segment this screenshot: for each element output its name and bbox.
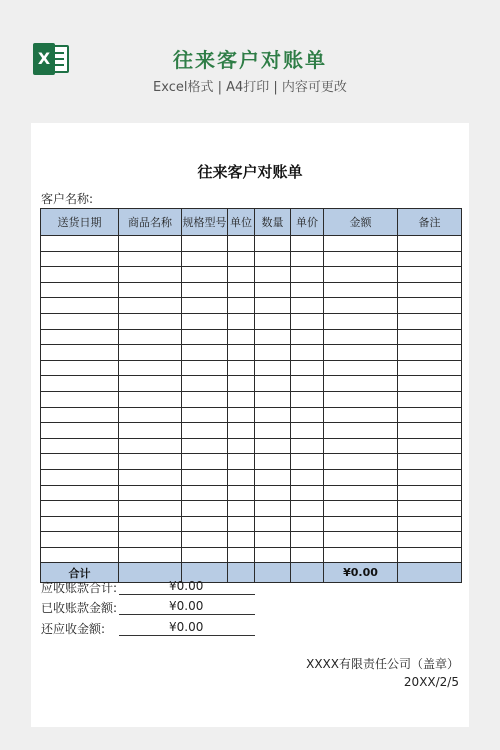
table-row — [41, 345, 462, 361]
table-cell — [255, 236, 291, 252]
table-cell — [398, 407, 462, 423]
table-cell — [182, 407, 228, 423]
table-cell — [119, 547, 182, 563]
table-row — [41, 423, 462, 439]
table-row — [41, 251, 462, 267]
table-cell — [228, 423, 255, 439]
table-header-row — [41, 209, 462, 236]
table-cell — [291, 563, 324, 583]
table-row — [41, 267, 462, 283]
table-cell — [255, 298, 291, 314]
table-cell — [119, 313, 182, 329]
table-cell — [228, 438, 255, 454]
table-cell — [291, 532, 324, 548]
table-cell — [119, 532, 182, 548]
table-cell — [228, 360, 255, 376]
table-cell — [228, 298, 255, 314]
table-cell — [228, 313, 255, 329]
table-cell — [324, 251, 398, 267]
table-cell — [182, 516, 228, 532]
table-cell — [255, 345, 291, 361]
table-cell — [41, 547, 119, 563]
total-label: 合计 — [41, 563, 119, 583]
table-cell — [291, 360, 324, 376]
table-cell — [41, 423, 119, 439]
summary-underline — [119, 594, 255, 595]
table-row — [41, 236, 462, 252]
document-title: 往来客户对账单 — [197, 163, 303, 181]
table-row — [41, 391, 462, 407]
column-header: 单价 — [291, 209, 324, 236]
table-cell — [398, 267, 462, 283]
table-cell — [119, 251, 182, 267]
table-cell — [398, 391, 462, 407]
table-cell — [119, 282, 182, 298]
table-row — [41, 469, 462, 485]
table-cell — [324, 267, 398, 283]
table-cell — [182, 376, 228, 392]
table-cell — [228, 485, 255, 501]
table-cell — [228, 267, 255, 283]
table-cell — [255, 267, 291, 283]
table-cell — [41, 251, 119, 267]
table-cell — [398, 282, 462, 298]
table-cell — [255, 251, 291, 267]
table-cell — [398, 236, 462, 252]
table-cell — [255, 532, 291, 548]
table-row — [41, 360, 462, 376]
table-cell — [398, 532, 462, 548]
table-cell — [119, 236, 182, 252]
table-cell — [228, 516, 255, 532]
table-cell — [119, 485, 182, 501]
table-cell — [255, 282, 291, 298]
table-cell — [182, 345, 228, 361]
summary-label: 还应收金额: — [41, 622, 106, 636]
table-cell — [398, 547, 462, 563]
table-cell — [41, 313, 119, 329]
table-cell — [41, 376, 119, 392]
table-cell — [398, 516, 462, 532]
table-cell — [228, 469, 255, 485]
table-cell — [182, 251, 228, 267]
table-cell — [41, 438, 119, 454]
column-header: 规格型号 — [182, 209, 228, 236]
table-cell — [119, 345, 182, 361]
table-cell — [182, 282, 228, 298]
table-row — [41, 313, 462, 329]
summary-received-amount — [41, 599, 261, 617]
table-cell — [255, 438, 291, 454]
table-cell — [228, 407, 255, 423]
summary-value: ¥0.00 — [169, 599, 204, 613]
summary-value: ¥0.00 — [169, 620, 204, 634]
table-cell — [398, 485, 462, 501]
summary-value: ¥0.00 — [169, 579, 204, 593]
table-cell — [182, 423, 228, 439]
table-cell — [291, 376, 324, 392]
table-cell — [324, 329, 398, 345]
table-cell — [255, 329, 291, 345]
table-cell — [182, 485, 228, 501]
table-cell — [119, 407, 182, 423]
table-cell — [291, 298, 324, 314]
summary-label: 应收账款合计: — [41, 581, 118, 595]
table-cell — [291, 485, 324, 501]
table-cell — [255, 360, 291, 376]
table-cell — [291, 454, 324, 470]
table-cell — [228, 391, 255, 407]
page-header — [0, 0, 500, 110]
table-cell — [182, 547, 228, 563]
column-header: 备注 — [398, 209, 462, 236]
table-cell — [182, 469, 228, 485]
table-cell — [41, 391, 119, 407]
column-header: 单位 — [228, 209, 255, 236]
table-row — [41, 438, 462, 454]
table-cell — [291, 547, 324, 563]
table-cell — [182, 360, 228, 376]
column-header: 数量 — [255, 209, 291, 236]
table-cell — [228, 501, 255, 517]
table-row — [41, 532, 462, 548]
table-cell — [182, 501, 228, 517]
table-row — [41, 407, 462, 423]
table-cell — [398, 345, 462, 361]
table-cell — [182, 236, 228, 252]
table-cell — [324, 501, 398, 517]
table-cell — [182, 454, 228, 470]
table-cell — [324, 376, 398, 392]
table-cell — [291, 423, 324, 439]
table-row — [41, 376, 462, 392]
table-cell — [291, 329, 324, 345]
table-cell — [119, 329, 182, 345]
table-cell — [228, 376, 255, 392]
table-cell — [255, 547, 291, 563]
table-cell — [291, 236, 324, 252]
table-cell — [182, 532, 228, 548]
table-cell — [255, 391, 291, 407]
table-cell — [398, 438, 462, 454]
table-cell — [119, 391, 182, 407]
table-cell — [119, 376, 182, 392]
table-cell — [324, 438, 398, 454]
table-cell — [119, 423, 182, 439]
table-cell — [119, 454, 182, 470]
summary-label: 已收账款金额: — [41, 601, 118, 615]
table-cell — [324, 391, 398, 407]
table-cell — [324, 469, 398, 485]
table-cell — [119, 516, 182, 532]
summary-underline — [119, 635, 255, 636]
table-cell — [41, 501, 119, 517]
table-cell — [324, 485, 398, 501]
document-preview — [31, 123, 469, 727]
table-cell — [182, 313, 228, 329]
table-row — [41, 501, 462, 517]
table-cell — [255, 454, 291, 470]
table-row — [41, 547, 462, 563]
table-cell — [291, 282, 324, 298]
document-date: 20XX/2/5 — [403, 675, 459, 689]
table-cell — [182, 329, 228, 345]
table-cell — [255, 469, 291, 485]
statement-table — [40, 208, 462, 583]
table-cell — [41, 298, 119, 314]
table-cell — [228, 236, 255, 252]
table-cell — [324, 360, 398, 376]
table-cell — [324, 345, 398, 361]
table-cell — [291, 438, 324, 454]
table-cell — [398, 469, 462, 485]
table-cell — [41, 329, 119, 345]
table-row — [41, 329, 462, 345]
table-cell — [41, 345, 119, 361]
table-cell — [119, 469, 182, 485]
page-title: 往来客户对账单 — [173, 48, 327, 72]
table-cell — [324, 298, 398, 314]
column-header: 商品名称 — [119, 209, 182, 236]
table-cell — [119, 360, 182, 376]
table-cell — [291, 313, 324, 329]
table-cell — [398, 251, 462, 267]
table-cell — [255, 485, 291, 501]
table-row — [41, 485, 462, 501]
table-cell — [228, 547, 255, 563]
table-cell — [119, 298, 182, 314]
table-cell — [182, 438, 228, 454]
table-cell — [41, 516, 119, 532]
table-cell — [255, 313, 291, 329]
table-cell — [182, 298, 228, 314]
table-cell — [324, 532, 398, 548]
table-cell — [398, 298, 462, 314]
company-signature: XXXX有限责任公司（盖章） — [306, 657, 459, 671]
table-cell — [324, 547, 398, 563]
table-cell — [324, 454, 398, 470]
page-subtitle: Excel格式 | A4打印 | 内容可更改 — [153, 80, 347, 95]
table-cell — [228, 454, 255, 470]
summary-remaining-amount — [41, 620, 261, 638]
table-cell — [41, 454, 119, 470]
table-cell — [119, 438, 182, 454]
table-cell — [291, 391, 324, 407]
table-cell — [182, 391, 228, 407]
column-header: 送货日期 — [41, 209, 119, 236]
table-cell — [41, 236, 119, 252]
table-cell — [255, 501, 291, 517]
table-cell — [182, 267, 228, 283]
table-cell — [291, 251, 324, 267]
table-row — [41, 454, 462, 470]
column-header: 金额 — [324, 209, 398, 236]
table-body — [41, 236, 462, 563]
table-cell — [324, 236, 398, 252]
table-cell — [228, 282, 255, 298]
table-row — [41, 516, 462, 532]
table-row — [41, 282, 462, 298]
table-cell — [291, 469, 324, 485]
table-cell — [291, 501, 324, 517]
table-cell — [255, 516, 291, 532]
summary-receivable-total — [41, 579, 261, 597]
table-cell — [228, 532, 255, 548]
table-cell — [324, 313, 398, 329]
table-cell — [41, 282, 119, 298]
table-cell — [119, 267, 182, 283]
table-cell — [41, 407, 119, 423]
table-cell — [255, 423, 291, 439]
table-row — [41, 298, 462, 314]
table-cell — [324, 282, 398, 298]
total-amount: ¥0.00 — [324, 563, 398, 583]
table-cell — [41, 485, 119, 501]
table-cell — [291, 267, 324, 283]
table-cell — [228, 329, 255, 345]
table-cell — [398, 454, 462, 470]
excel-badge: X — [33, 43, 55, 75]
table-cell — [324, 516, 398, 532]
table-cell — [228, 345, 255, 361]
table-cell — [41, 532, 119, 548]
table-cell — [398, 329, 462, 345]
table-cell — [291, 407, 324, 423]
customer-name-label: 客户名称: — [41, 192, 94, 206]
table-cell — [398, 313, 462, 329]
table-cell — [398, 501, 462, 517]
table-cell — [41, 469, 119, 485]
table-cell — [324, 423, 398, 439]
table-cell — [398, 423, 462, 439]
table-cell — [398, 360, 462, 376]
table-cell — [291, 345, 324, 361]
table-cell — [255, 376, 291, 392]
table-cell — [398, 563, 462, 583]
table-cell — [228, 251, 255, 267]
summary-underline — [119, 614, 255, 615]
table-cell — [255, 407, 291, 423]
table-cell — [41, 360, 119, 376]
table-cell — [119, 501, 182, 517]
table-cell — [398, 376, 462, 392]
table-cell — [324, 407, 398, 423]
table-cell — [41, 267, 119, 283]
table-cell — [291, 516, 324, 532]
